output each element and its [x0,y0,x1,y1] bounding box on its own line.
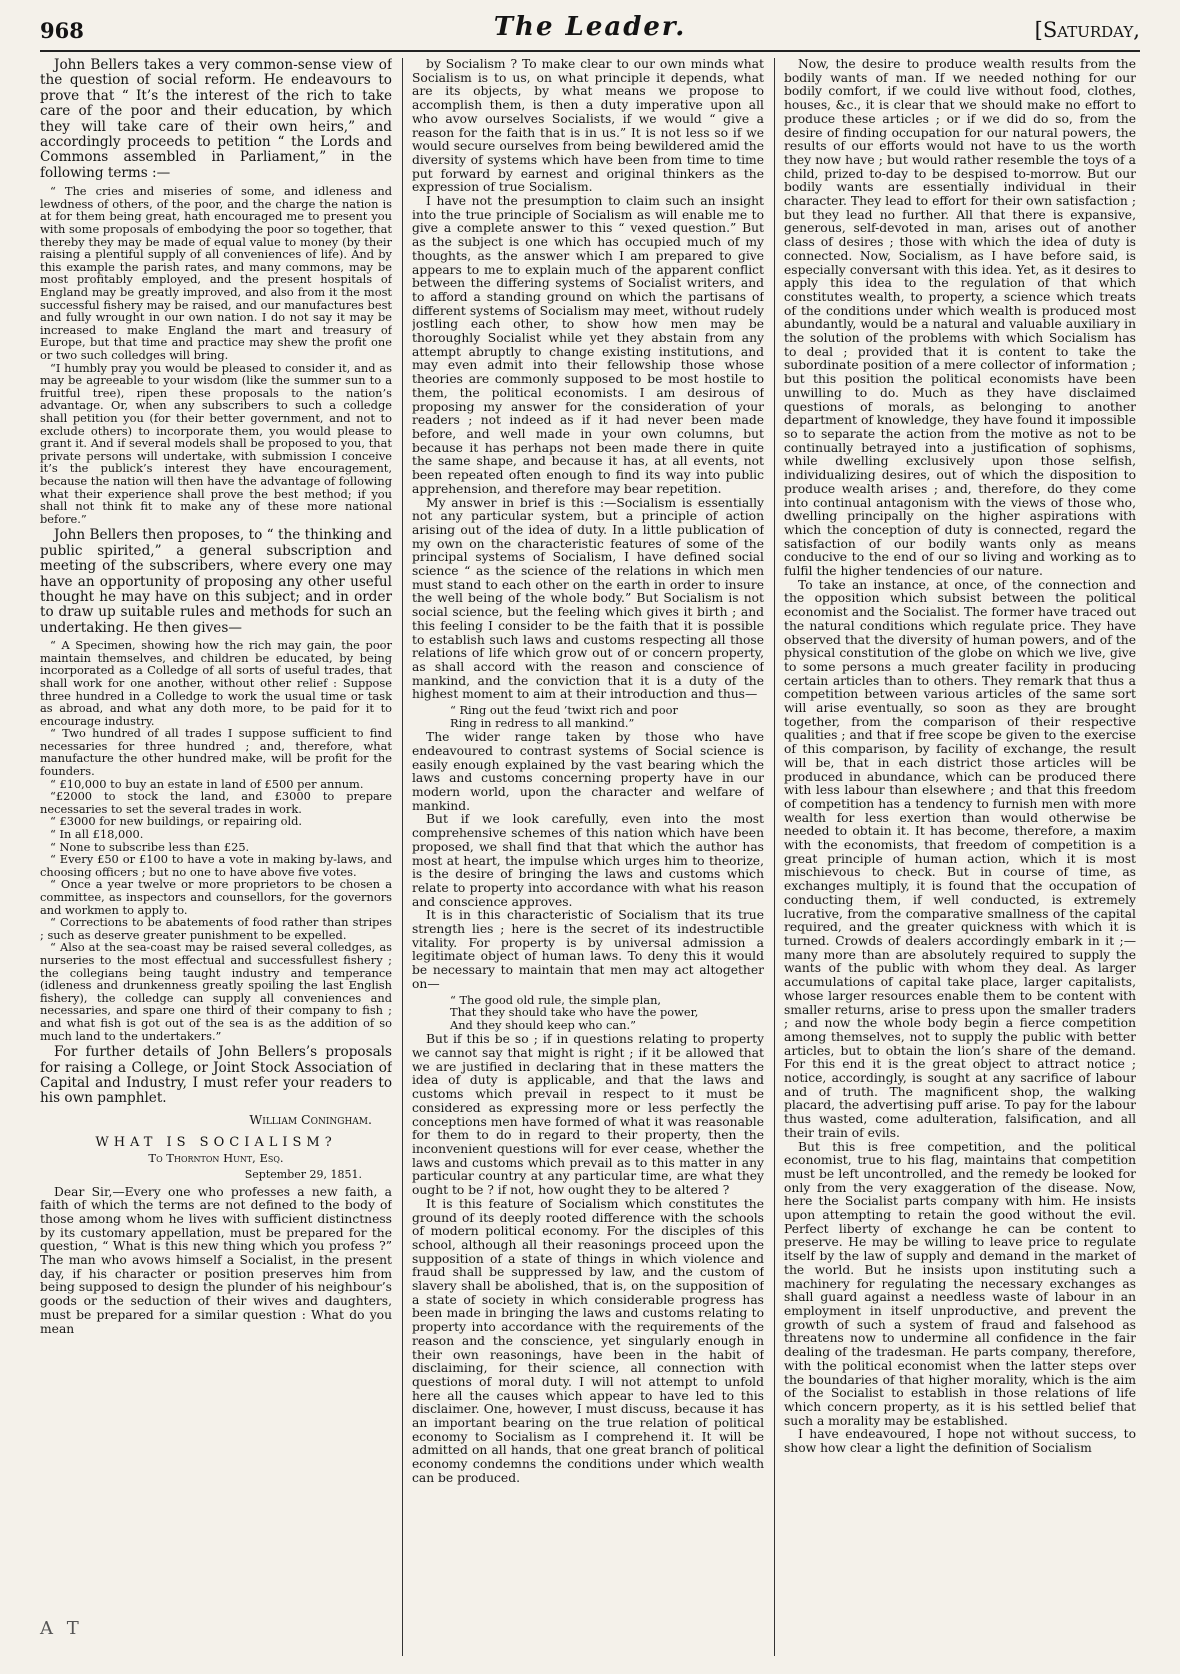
paragraph: Now, the desire to produce wealth results from the bodily wants of man. If we needed nothing for our bodily comfort, if we could live without food, clothes, houses, &c., it is clear that we should make no effort to produce these articles ; or if we did do so, from the desire of finding occupation for our natural powers, the results of our efforts would not have to us the worth they now have ; but would rather resemble the toys of a child, prized to-day to be despised to-morrow. But our bodily wants are essentially individual in their character. They lead to effort for their own satisfaction ; but they lead no further. All that there is expansive, generous, self-devoted in man, arises out of another class of desires ; those with which the idea of duty is connected. Now, Socialism, as I have before said, is especially conversant with this idea. Yet, as it desires to apply this idea to the regulation of that which constitutes wealth, to property, a science which treats of the conditions under which wealth is produced most abundantly, would be a natural and valuable auxiliary in the solution of the problems with which Socialism has to deal ; provided that it is content to take the subordinate position of a mere collector of information ; but this position the political economists have been unwilling to do. Much as they have disclaimed questions of morals, as belonging to another department of knowledge, they have found it impossible so to separate the action from the motive as not to be continually betrayed into a justification of sophisms, while dwelling exclusively upon those selfish, individualizing desires, out of which the disposition to produce wealth arises ; and, therefore, do they come into continual antagonism with the views of those who, dwelling principally on the higher aspirations with which the conception of duty is connected, regard the satisfaction of our bodily wants only as means conducive to the end of our so living and working as to fulfil the higher tendencies of our nature. [784,58,1136,579]
page-number: 968 [40,18,84,43]
page-edge-mark: A T [40,1618,83,1639]
quote-paragraph: “ A Specimen, showing how the rich may gain, the poor maintain themselves, and children be educated, by being incorporated as a Colledge of all sorts of useful trades, that shall work for one another, without other relief : Suppose three hundred in a Colledge to work the usual time or task as abroad, and what any doth more, to be paid for it to encourage industry. [40,638,392,728]
paragraph: For further details of John Bellers’s proposals for raising a College, or Joint Stock Association of Capital and Industry, I must refer your readers to his own pamphlet. [40,1044,392,1107]
letter-date: September 29, 1851. [244,1167,362,1181]
quote-paragraph: “ £3000 for new buildings, or repairing old. [50,814,303,829]
issue-day: [Saturday, [1034,18,1140,42]
paragraph: But if we look carefully, even into the most comprehensive schemes of this nation which have been proposed, we shall find that that which the author has most at heart, the impulse which urges him to theorize, is the desire of bringing the laws and customs which relate to property into accordance with what his reason and conscience approves. [412,812,764,909]
paragraph: John Bellers then proposes, to “ the thinking and public spirited,” a general subscription and meeting of the subscribers, where every one may have an opportunity of proposing any other useful thought he may have on this subject; and in order to draw up suitable rules and methods for such an undertaking. He then gives— [40,527,392,636]
paragraph: Dear Sir,—Every one who professes a new faith, a faith of which the terms are not defined to the body of those among whom he lives with sufficient distinctness by its customary appellation, must be prepared for the question, “ What is this new thing which you profess ?” The man who avows himself a Socialist, in the present day, if his character or position preserves him from being supposed to design the plunder of his neighbour’s goods or the seduction of their wives and daughters, must be prepared for a similar question : What do you mean [40,1184,392,1336]
verse-quote [412,994,764,1032]
quote-paragraph: “I humbly pray you would be pleased to consider it, and as may be agreeable to your wisdom (like the summer sun to a fruitful tree), ripen these proposals to the nation’s advantage. Or, when any subscribers to such a colledge shall petition you (for their better government, and not to exclude others) to incorporate them, you would please to grant it. And if several models shall be proposed to you, that private persons will undertake, with submission I conceive it’s the publick’s interest they have encouragement, because the nation will then have the advantage of following what their experience shall prove the best method; if you shall not think fit to make any of these more national before.” [40,360,392,526]
paragraph: To take an instance, at once, of the connection and the opposition which subsist between the political economist and the Socialist. The former have traced out the natural conditions which regulate price. They have observed that the diversity of human powers, and of the physical constitution of the globe on which we live, give to some persons a much greater facility in producing certain articles than to others. They remark that thus a competition between various articles of the same sort will arise eventually, so soon as they are brought together, from the comparison of their respective qualities ; and that if free scope be given to the exercise of this comparison, by facility of exchange, the result will be, that in each district those articles will be produced in abundance, which can be produced there with less labour than elsewhere ; and that this freedom of competition has a tendency to furnish men with more wealth for less exertion than would otherwise be needed to obtain it. It has become, therefore, a maxim with the economists, that freedom of competition is a great principle of human action, which it is most mischievous to check. But in course of time, as exchanges multiply, it is found that the occupation of conducting them, if well conducted, is extremely lucrative, from the comparative smallness of the capital required, and the greater quickness with which it is turned. Crowds of dealers accordingly embark in it ;—many more than are absolutely required to supply the wants of the public with whom they deal. As larger accumulations of capital take place, larger capitalists, whose larger resources enable them to be content with smaller returns, arise to press upon the smaller traders ; and now the whole body begin a fierce competition among themselves, not to supply the public with better articles, but to obtain the lion’s share of the demand. For this end it is the great object to attract notice ; notice, accordingly, is sought at any sacrifice of labour and of truth. The magnificent shop, the walking placard, the advertising puff arise. To pay for the labour thus wasted, come adulteration, falsification, and all their train of evils. [784,577,1136,1140]
column-rule [774,58,775,1656]
verse-line: Ring in redress to all mankind.” [450,715,635,730]
column-3 [784,58,1136,1656]
page-header [40,12,1140,52]
paragraph: But this is free competition, and the political economist, true to his flag, maintains that competition must be left uncontrolled, and the remedy be looked for only from the very exaggeration of the disease. Now, here the Socialist parts company with him. He insists upon attempting to retain the good without the evil. Perfect liberty of exchange he can be content to preserve. He may be willing to leave price to regulate itself by the law of supply and demand in the market of the world. But he insists upon instituting such a machinery for regulating the necessary exchanges as shall guard against a needless waste of labour in an employment in itself unproductive, and prevent the growth of such a system of fraud and falsehood as threatens now to undermine all confidence in the fair dealing of the tradesman. He parts company, therefore, with the political economist when the latter steps over the boundaries of that higher morality, which is the aim of the Socialist to establish in those relations of life which concern property, as it is his settled belief that such a morality may be established. [784,1139,1136,1428]
verse-line: “ Ring out the feud ’twixt rich and poor [450,703,678,718]
paragraph: John Bellers takes a very common-sense view of the question of social reform. He endeavours to prove that “ It’s the interest of the rich to take care of the poor and their education, by which they will take care of their own heirs,” and accordingly proceeds to petition “ the Lords and Commons assembled in Parliament,” in the following terms :— [40,58,392,181]
paragraph: I have not the presumption to claim such an insight into the true principle of Socialism as will enable me to give a complete answer to this “ vexed question.” But as the subject is one which has occupied much of my thoughts, as the answer which I am prepared to give appears to me to explain much of the apparent conflict between the differing systems of Socialist writers, and to afford a standing ground on which the partisans of different systems of Socialism may meet, without rudely jostling each other, to show how men may be thoroughly Socialist while yet they abstain from any attempt abruptly to change existing institutions, and may even admit into their fellowship those whose theories are commonly supposed to be most hostile to them, the political economists. I am desirous of proposing my answer for the consideration of your readers ; not indeed as if it had never been made before, and well made in your own columns, but because it has perhaps not been made there in quite the same shape, and because it has, at all events, not been repeated often enough to find its way into public apprehension, and therefore may bear repetition. [412,194,764,496]
paragraph: But if this be so ; if in questions relating to property we cannot say that might is right ; if it be allowed that we are justified in declaring that in these matters the idea of duty is applicable, and that the laws and customs which prevail in respect to it must be considered as expressing more or less perfectly the conceptions men have formed of what it was reasonable for them to do in regard to their property, then the inconvenient questions will for ever cease, whether the laws and customs which prevail as to this matter in any particular country at any particular time, are what they ought to be ? if not, how ought they to be altered ? [412,1032,764,1198]
column-rule [402,58,403,1656]
quote-paragraph: “ Once a year twelve or more proprietors to be chosen a committee, as inspectors and counsellors, for the governors and workmen to apply to. [40,877,392,917]
quote-paragraph: “£2000 to stock the land, and £3000 to prepare necessaries to set the several trades in work. [40,789,392,816]
paragraph: It is this feature of Socialism which constitutes the ground of its deeply rooted difference with the schools of modern political economy. For the disciples of this school, although all their reasonings proceed upon the supposition of a state of things in which violence and fraud shall be suppressed by law, and the custom of slavery shall be abolished, that is, on the supposition of a state of society in which considerable progress has been made in bringing the laws and customs relating to property into accordance with the requirements of the reason and the conscience, yet singularly enough in their own reasonings, have been in the habit of disclaiming, for their science, all connection with questions of moral duty. I will not attempt to unfold here all the causes which appear to have led to this disclaimer. One, however, I must discuss, because it has an important bearing on the true relation of political economy to Socialism as I comprehend it. It will be admitted on all hands, that one great branch of political economy condemns the conditions under which wealth can be produced. [412,1196,764,1485]
column-2 [412,58,764,1656]
column-1 [40,58,392,1656]
quote-paragraph: “ Also at the sea-coast may be raised several colledges, as nurseries to the most effectual and successfullest fishery ; the collegians being taught industry and temperance (idleness and drunkenness greatly spoiling the last English fishery), the colledge can supply all conveniences and necessaries, and spare one third of their company to fish ; and what fish is got out of the sea is as the addition of so much land to the undertakers.” [40,940,392,1043]
verse-line: That they should take who have the power, [450,1005,699,1020]
quote-paragraph: “ Two hundred of all trades I suppose sufficient to find necessaries for three hundred ; and, therefore, what manufacture the other hundred make, will be profit for the founders. [40,726,392,779]
quote-paragraph: “ Corrections to be abatements of food rather than stripes ; such as deserve greater punishment to be expelled. [40,915,392,942]
quote-paragraph: “ In all £18,000. [50,827,144,842]
quote-paragraph: “ The cries and miseries of some, and idleness and lewdness of others, of the poor, and the charge the nation is at for them being great, hath encouraged me to present you with some proposals of embodying the poor so together, that thereby they may be made of equal value to money (by their raising a plentiful supply of all conveniences of life). And by this example the parish rates, and many commons, may be most profitably employed, and the present hospitals of England may be greatly improved, and also from it the most successful fishery may be raised, and our manufactures best and fully wrought in our own nation. I do not say it may be increased to make England the mart and treasury of Europe, but that time and practice may shew the profit one or two such colledges will bring. [40,184,392,362]
paragraph: The wider range taken by those who have endeavoured to contrast systems of Social science is easily enough explained by the vast bearing which the laws and customs concerning property have in our modern world, upon the character and welfare of mankind. [412,730,764,813]
paragraph: My answer in brief is this :—Socialism is essentially not any particular system, but a principle of action arising out of the idea of duty. In a little publication of my own on the characteristic features of some of the principal systems of Socialism, I have defined social science “ as the science of the relations in which men must stand to each other on the earth in order to insure the well being of the whole body.” But Socialism is not social science, but the feeling which gives it birth ; and this feeling I consider to be the faith that it is possible to establish such laws and customs respecting all those relations of life which grow out of or concern property, as shall accord with the reason and conscience of mankind, and the conviction that it is a duty of the highest moment to aim at their introduction and thus— [412,495,764,702]
paragraph: by Socialism ? To make clear to our own minds what Socialism is to us, on what principle it depends, what are its objects, by what means we propose to accomplish them, is then a duty imperative upon all who avow ourselves Socialists, if we would “ give a reason for the faith that is in us.” It is not less so if we would secure ourselves from being bewildered amid the diversity of systems which have been from time to time put forward by earnest and original thinkers as the expression of true Socialism. [412,58,764,195]
masthead: The Leader. [493,12,687,42]
signature: William Coningham. [249,1111,372,1127]
article-title: WHAT IS SOCIALISM? [95,1135,337,1151]
quote-paragraph: “ None to subscribe less than £25. [50,839,250,854]
paragraph: I have endeavoured, I hope not without success, to show how clear a light the definition of Socialism [784,1427,1136,1456]
quote-paragraph: “ Every £50 or £100 to have a vote in making by-laws, and choosing officers ; but no one to have above five votes. [40,852,392,879]
addressee: To Thornton Hunt, Esq. [148,1151,284,1166]
verse-quote [412,704,764,729]
paragraph: It is in this characteristic of Socialism that its true strength lies ; here is the secret of its indestructible vitality. For property is by universal admission a legitimate object of human laws. To deny this it would be necessary to maintain that men may act altogether on— [412,908,764,991]
verse-line: And they should keep who can.” [450,1017,636,1032]
quote-paragraph: “ £10,000 to buy an estate in land of £500 per annum. [50,776,364,791]
verse-line: “ The good old rule, the simple plan, [450,992,662,1007]
